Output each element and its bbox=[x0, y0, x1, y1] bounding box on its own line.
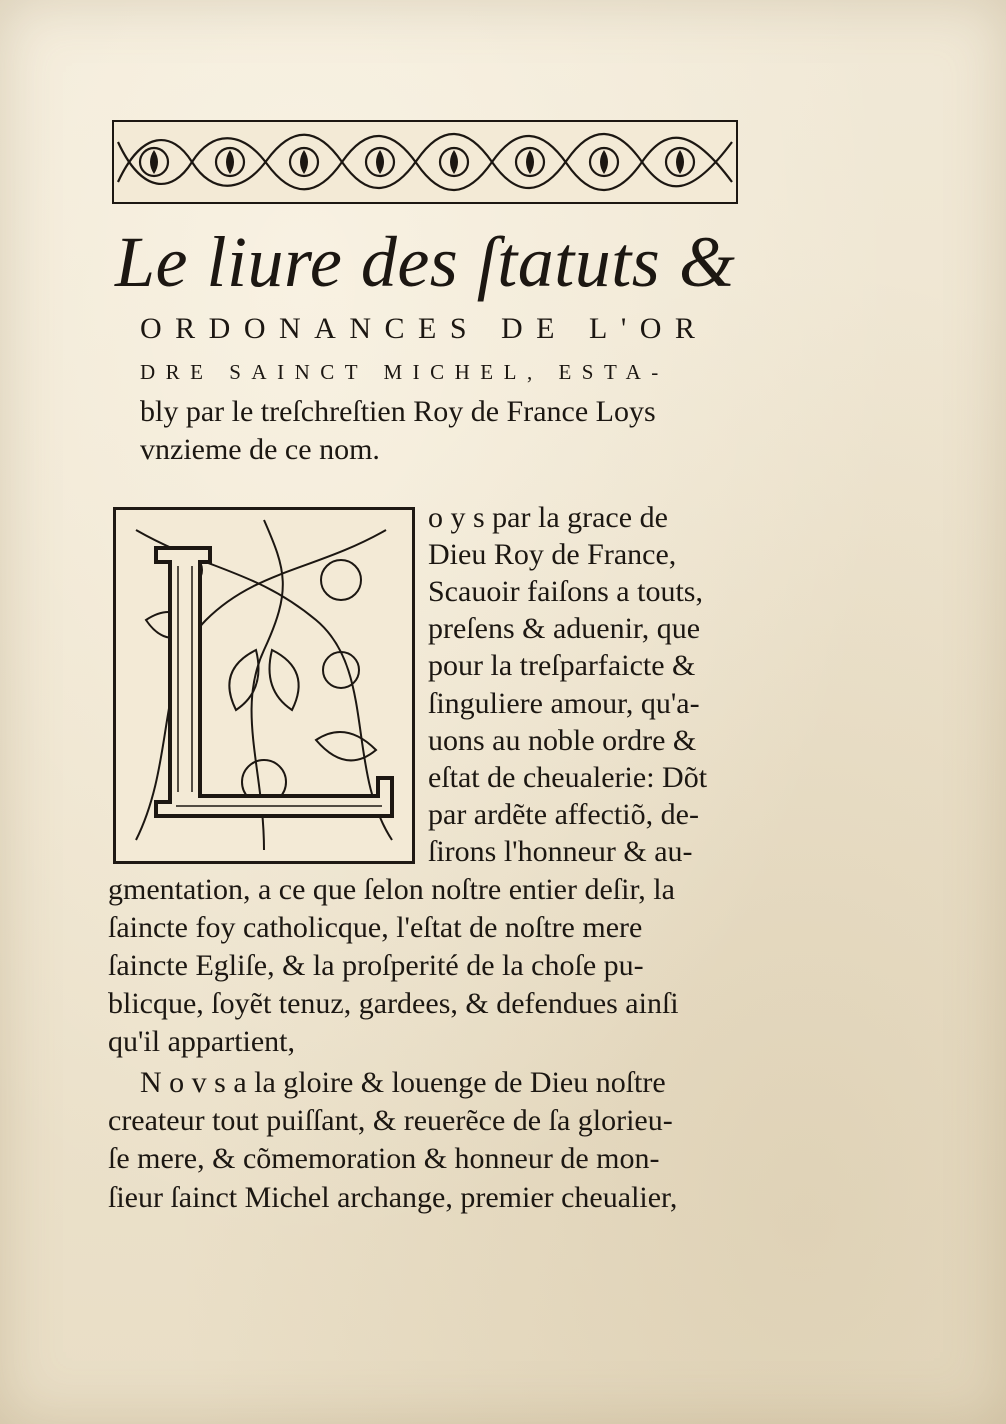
initial-l-ornament-icon bbox=[116, 510, 412, 861]
heading-line-2: vnzieme de ce nom. bbox=[140, 433, 380, 466]
body-line-12: ſaincte foy catholicque, l'eſtat de noſtre mere bbox=[108, 911, 643, 944]
decorated-initial-l bbox=[113, 507, 415, 864]
page-title: Le liure des ſtatuts & bbox=[115, 222, 736, 302]
floral-headpiece-ornament bbox=[112, 120, 738, 204]
body-line-3: Scauoir faiſons a touts, bbox=[428, 575, 703, 608]
body-line-19: ſieur ſainct Michel archange, premier cheualier, bbox=[108, 1181, 678, 1214]
heading-caps-line-1: ORDONANCES DE L'OR bbox=[140, 312, 709, 345]
body-line-8: eſtat de cheualerie: Dõt bbox=[428, 761, 708, 794]
body-line-4: preſens & aduenir, que bbox=[428, 612, 701, 645]
heading-caps-line-2: DRE SAINCT MICHEL, ESTA- bbox=[140, 360, 669, 384]
body-line-14: blicque, ſoyẽt tenuz, gardees, & defendues ainſi bbox=[108, 987, 679, 1020]
body-line-15: qu'il appartient, bbox=[108, 1025, 296, 1058]
body-line-2: Dieu Roy de France, bbox=[428, 538, 677, 571]
body-line-6: ſinguliere amour, qu'a- bbox=[428, 687, 700, 720]
body-line-5: pour la treſparfaicte & bbox=[428, 649, 696, 682]
body-line-18: ſe mere, & cõmemoration & honneur de mon- bbox=[108, 1142, 660, 1175]
body-line-9: par ardẽte affectiõ, de- bbox=[428, 798, 699, 831]
body-line-13: ſaincte Egliſe, & la proſperité de la choſe pu- bbox=[108, 949, 644, 982]
body-line-11: gmentation, a ce que ſelon noſtre entier deſir, la bbox=[108, 873, 675, 906]
body-line-7: uons au noble ordre & bbox=[428, 724, 697, 757]
body-line-16: N o v s a la gloire & louenge de Dieu noſtre bbox=[140, 1066, 666, 1099]
heading-line-1: bly par le treſchreſtien Roy de France Loys bbox=[140, 395, 656, 428]
body-line-1: o y s par la grace de bbox=[428, 501, 668, 534]
body-line-17: createur tout puiſſant, & reuerẽce de ſa glorieu- bbox=[108, 1104, 673, 1137]
body-line-10: ſirons l'honneur & au- bbox=[428, 835, 693, 868]
